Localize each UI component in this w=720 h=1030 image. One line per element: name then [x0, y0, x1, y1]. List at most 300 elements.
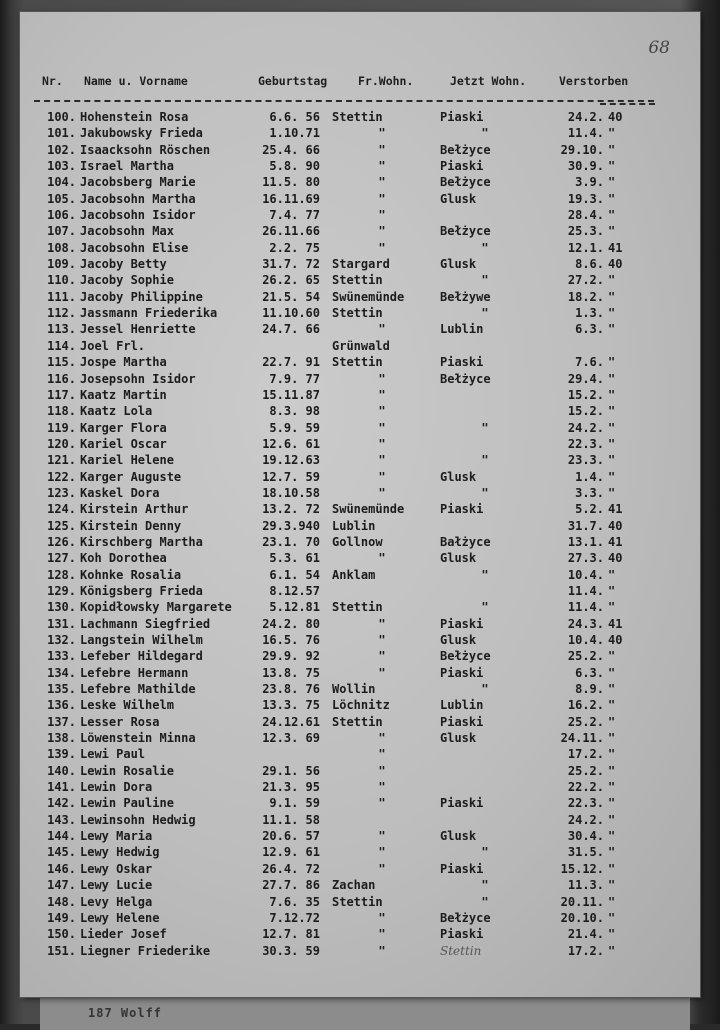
row-number: 131. — [47, 616, 76, 631]
death-year: " — [608, 420, 616, 435]
death-year: " — [608, 567, 616, 582]
person-name: Hohenstein Rosa — [80, 110, 189, 124]
header-nr: Nr. — [42, 74, 63, 88]
previous-residence: Swünemünde — [332, 502, 405, 517]
previous-residence: " — [378, 126, 386, 141]
birth-date: 12.6. 61 — [262, 436, 320, 451]
person-name: Jospe Martha — [80, 355, 167, 370]
death-year: " — [608, 927, 616, 942]
current-residence: Glusk — [440, 731, 477, 746]
table-row — [20, 633, 700, 649]
header-rule-short — [600, 103, 655, 105]
death-year: " — [608, 485, 616, 500]
person-name: Kirstein Arthur — [80, 502, 189, 517]
death-year: " — [608, 943, 616, 958]
row-number: 115. — [47, 355, 76, 370]
death-year: 41 — [608, 502, 623, 517]
current-residence: Bełżywe — [440, 289, 491, 304]
previous-residence: " — [378, 649, 386, 664]
death-year: " — [608, 682, 616, 697]
current-residence: Piaski — [440, 927, 484, 942]
birth-date: 29.3.940 — [262, 518, 320, 533]
row-number: 112. — [47, 306, 76, 321]
person-name: Jacobsohn Max — [80, 224, 174, 239]
birth-date: 7.6. 35 — [269, 894, 320, 909]
row-number: 120. — [47, 436, 76, 451]
death-date: 5.2. — [575, 502, 604, 517]
birth-date: 23.1. 70 — [262, 534, 320, 549]
death-year: " — [608, 126, 616, 141]
table-row — [20, 568, 700, 584]
header-died: Verstorben — [559, 74, 629, 88]
person-name: Kirstein Denny — [80, 518, 182, 533]
table-row — [20, 208, 700, 224]
death-year: " — [608, 273, 616, 288]
person-name: Jacoby Betty — [80, 257, 167, 272]
death-date: 31.7. — [567, 518, 604, 533]
current-residence: " — [481, 420, 489, 435]
current-residence: Glusk — [440, 633, 477, 647]
previous-residence: " — [378, 796, 386, 811]
birth-date: 12.7. 59 — [262, 469, 320, 484]
death-year: " — [608, 829, 616, 844]
table-row — [20, 731, 700, 747]
birth-date: 13.8. 75 — [262, 665, 320, 680]
birth-date: 5.8. 90 — [269, 159, 320, 174]
current-residence: " — [481, 240, 489, 255]
death-year: " — [608, 714, 616, 729]
previous-residence: " — [378, 485, 386, 500]
person-name: Josepsohn Isidor — [80, 371, 196, 386]
current-residence: Piaski — [440, 110, 484, 124]
row-number: 117. — [47, 387, 76, 402]
table-row — [20, 927, 700, 943]
table-row — [20, 175, 700, 191]
table-row — [20, 764, 700, 780]
death-year: " — [608, 796, 616, 811]
previous-residence: " — [378, 453, 386, 468]
birth-date: 12.7. 81 — [262, 927, 320, 942]
person-name: Langstein Wilhelm — [80, 633, 203, 647]
previous-residence: " — [378, 780, 386, 795]
person-name: Lefeber Hildegard — [80, 649, 203, 664]
death-date: 11.4. — [567, 583, 604, 598]
death-date: 28.4. — [567, 208, 604, 223]
current-residence: Piaski — [440, 861, 484, 876]
birth-date: 9.1. 59 — [269, 796, 320, 811]
previous-residence: Lublin — [332, 518, 376, 533]
death-date: 15.2. — [567, 404, 604, 419]
death-date: 7.6. — [575, 355, 604, 370]
birth-date: 13.2. 72 — [262, 502, 320, 517]
person-name: Jacobsohn Elise — [80, 240, 189, 255]
person-name: Lewy Hedwig — [80, 845, 160, 860]
birth-date: 19.12.63 — [262, 453, 320, 468]
table-row — [20, 257, 700, 273]
previous-residence: Grünwald — [332, 338, 390, 353]
previous-residence: " — [378, 224, 386, 239]
previous-residence: Stargard — [332, 257, 390, 272]
row-number: 146. — [47, 861, 76, 876]
death-year: " — [608, 763, 616, 778]
death-date: 15.12. — [560, 861, 604, 876]
current-residence: Bełżyce — [440, 649, 491, 664]
row-number: 126. — [47, 534, 76, 549]
death-year: " — [608, 910, 616, 925]
table-header — [42, 74, 682, 92]
table-row — [20, 486, 700, 502]
death-year: " — [608, 894, 616, 909]
previous-residence: " — [378, 159, 386, 174]
table-row — [20, 126, 700, 142]
current-residence: Lublin — [440, 698, 484, 713]
death-year: " — [608, 453, 616, 468]
table-row — [20, 372, 700, 388]
table-row — [20, 715, 700, 731]
person-name: Lewy Helene — [80, 910, 160, 925]
death-date: 11.4. — [567, 600, 604, 615]
death-date: 17.2. — [567, 943, 604, 958]
birth-date: 24.12.61 — [262, 714, 320, 729]
death-date: 8.9. — [575, 682, 604, 697]
death-date: 20.11. — [560, 894, 604, 909]
person-name: Kariel Helene — [80, 453, 174, 468]
birth-date: 2.2. 75 — [269, 240, 320, 255]
row-number: 136. — [47, 698, 76, 713]
current-residence: " — [481, 306, 489, 321]
row-number: 113. — [47, 322, 76, 337]
previous-residence: Anklam — [332, 567, 376, 582]
death-date: 24.2. — [567, 812, 604, 827]
table-row — [20, 845, 700, 861]
death-year: " — [608, 845, 616, 860]
person-name: Kaatz Lola — [80, 404, 153, 419]
previous-residence: Stettin — [332, 110, 383, 124]
row-number: 141. — [47, 780, 76, 795]
death-date: 20.10. — [560, 910, 604, 925]
person-name: Jacobsohn Isidor — [80, 208, 196, 223]
previous-residence: " — [378, 191, 386, 206]
current-residence: Bełżyce — [440, 142, 491, 157]
previous-residence: " — [378, 927, 386, 942]
death-date: 1.3. — [575, 306, 604, 321]
person-name: Jacobsberg Marie — [80, 175, 196, 190]
current-residence: Bełżyce — [440, 175, 491, 190]
birth-date: 27.7. 86 — [262, 878, 320, 893]
previous-residence: " — [378, 142, 386, 157]
table-row — [20, 290, 700, 306]
death-year: " — [608, 878, 616, 893]
table-row — [20, 649, 700, 665]
row-number: 138. — [47, 731, 76, 746]
row-number: 110. — [47, 273, 76, 288]
person-name: Lewin Pauline — [80, 796, 174, 811]
death-year: " — [608, 224, 616, 239]
current-residence: Glusk — [440, 829, 477, 844]
current-residence: " — [481, 453, 489, 468]
death-date: 3.9. — [575, 175, 604, 190]
death-year: " — [608, 306, 616, 321]
person-name: Lewy Lucie — [80, 878, 153, 893]
birth-date: 21.3. 95 — [262, 780, 320, 795]
previous-residence: Wollin — [332, 682, 376, 697]
birth-date: 21.5. 54 — [262, 289, 320, 304]
death-date: 11.4. — [567, 126, 604, 141]
person-name: Lewi Paul — [80, 747, 146, 762]
death-year: " — [608, 142, 616, 157]
underlying-page-text: 187 Wolff — [88, 1006, 163, 1020]
birth-date: 16.11.69 — [262, 191, 320, 206]
person-name: Leske Wilhelm — [80, 698, 174, 713]
death-year: " — [608, 649, 616, 664]
table-row — [20, 600, 700, 616]
row-number: 134. — [47, 665, 76, 680]
table-row — [20, 666, 700, 682]
table-row — [20, 322, 700, 338]
table-row — [20, 682, 700, 698]
birth-date: 1.10.71 — [269, 126, 320, 141]
person-name: Israel Martha — [80, 159, 174, 174]
table-row — [20, 192, 700, 208]
table-row — [20, 551, 700, 567]
previous-residence: " — [378, 322, 386, 337]
current-residence: " — [481, 273, 489, 288]
person-name: Kirschberg Martha — [80, 534, 203, 549]
row-number: 128. — [47, 567, 76, 582]
table-row — [20, 829, 700, 845]
row-number: 118. — [47, 404, 76, 419]
birth-date: 29.9. 92 — [262, 649, 320, 664]
page-number: 68 — [648, 38, 670, 58]
current-residence: " — [481, 126, 489, 141]
death-year: " — [608, 812, 616, 827]
person-name: Karger Auguste — [80, 469, 182, 484]
current-residence: Bełżyce — [440, 910, 491, 925]
row-number: 151. — [47, 943, 76, 958]
person-name: Lewinsohn Hedwig — [80, 812, 196, 827]
previous-residence: " — [378, 175, 386, 190]
document-page — [20, 12, 700, 997]
birth-date: 5.3. 61 — [269, 551, 320, 566]
person-name: Kohnke Rosalia — [80, 567, 182, 582]
previous-residence: " — [378, 387, 386, 402]
current-residence: " — [481, 567, 489, 582]
row-number: 127. — [47, 551, 76, 566]
person-name: Isaacksohn Röschen — [80, 142, 211, 157]
person-name: Jakubowsky Frieda — [80, 126, 203, 141]
death-date: 19.3. — [567, 191, 604, 206]
death-date: 24.2. — [567, 110, 604, 124]
current-residence: Piaski — [440, 665, 484, 680]
death-date: 25.3. — [567, 224, 604, 239]
table-row — [20, 306, 700, 322]
person-name: Kopidłowsky Margarete — [80, 600, 232, 615]
birth-date: 26.4. 72 — [262, 861, 320, 876]
death-year: " — [608, 387, 616, 402]
death-date: 23.3. — [567, 453, 604, 468]
row-number: 148. — [47, 894, 76, 909]
birth-date: 12.9. 61 — [262, 845, 320, 860]
current-residence: Bełżyce — [440, 224, 491, 239]
row-number: 123. — [47, 485, 76, 500]
birth-date: 16.5. 76 — [262, 633, 320, 647]
table-row — [20, 388, 700, 404]
person-name: Joel Frl. — [80, 338, 146, 353]
current-residence: " — [481, 845, 489, 860]
person-name: Löwenstein Minna — [80, 731, 196, 746]
current-residence: Stettin — [440, 943, 482, 958]
current-residence: " — [481, 600, 489, 615]
person-name: Kaskel Dora — [80, 485, 160, 500]
row-number: 103. — [47, 159, 76, 174]
table-row — [20, 502, 700, 518]
birth-date: 7.4. 77 — [269, 208, 320, 223]
table-row — [20, 143, 700, 159]
death-year: 40 — [608, 518, 623, 533]
death-date: 1.4. — [575, 469, 604, 484]
birth-date: 5.9. 59 — [269, 420, 320, 435]
death-year: " — [608, 747, 616, 762]
current-residence: " — [481, 894, 489, 909]
death-year: 41 — [608, 534, 623, 549]
table-row — [20, 813, 700, 829]
previous-residence: " — [378, 861, 386, 876]
death-year: " — [608, 289, 616, 304]
row-number: 129. — [47, 583, 76, 598]
row-number: 102. — [47, 142, 76, 157]
current-residence: Piaski — [440, 159, 484, 174]
person-name: Kariel Oscar — [80, 436, 167, 451]
table-row — [20, 862, 700, 878]
death-date: 11.3. — [567, 878, 604, 893]
current-residence: Bełżyce — [440, 371, 491, 386]
death-year: 40 — [608, 633, 623, 647]
previous-residence: " — [378, 208, 386, 223]
current-residence: Piaski — [440, 714, 484, 729]
row-number: 104. — [47, 175, 76, 190]
row-number: 142. — [47, 796, 76, 811]
person-name: Jacoby Philippine — [80, 289, 203, 304]
death-year: " — [608, 371, 616, 386]
row-number: 116. — [47, 371, 76, 386]
death-date: 31.5. — [567, 845, 604, 860]
death-year: 41 — [608, 616, 623, 631]
person-name: Lewy Maria — [80, 829, 153, 844]
death-date: 24.2. — [567, 420, 604, 435]
death-date: 22.3. — [567, 796, 604, 811]
row-number: 149. — [47, 910, 76, 925]
current-residence: Piaski — [440, 796, 484, 811]
current-residence: Lublin — [440, 322, 484, 337]
death-year: " — [608, 698, 616, 713]
person-name: Lachmann Siegfried — [80, 616, 211, 631]
previous-residence: " — [378, 633, 386, 647]
birth-date: 5.12.81 — [269, 600, 320, 615]
current-residence: Glusk — [440, 257, 477, 272]
header-name: Name u. Vorname — [84, 74, 188, 88]
death-year: " — [608, 159, 616, 174]
death-date: 25.2. — [567, 763, 604, 778]
birth-date: 11.1. 58 — [262, 812, 320, 827]
table-row — [20, 796, 700, 812]
current-residence: " — [481, 682, 489, 697]
row-number: 125. — [47, 518, 76, 533]
death-year: " — [608, 583, 616, 598]
death-date: 10.4. — [567, 567, 604, 582]
death-date: 15.2. — [567, 387, 604, 402]
current-residence: " — [481, 878, 489, 893]
death-year: " — [608, 600, 616, 615]
person-name: Lewin Rosalie — [80, 763, 174, 778]
birth-date: 8.12.57 — [269, 583, 320, 598]
previous-residence: " — [378, 616, 386, 631]
person-name: Jessel Henriette — [80, 322, 196, 337]
birth-date: 26.2. 65 — [262, 273, 320, 288]
death-date: 25.2. — [567, 649, 604, 664]
person-name: Lefebre Mathilde — [80, 682, 196, 697]
header-current-residence: Jetzt Wohn. — [450, 74, 527, 88]
previous-residence: " — [378, 910, 386, 925]
birth-date: 25.4. 66 — [262, 142, 320, 157]
previous-residence: " — [378, 763, 386, 778]
birth-date: 31.7. 72 — [262, 257, 320, 272]
birth-date: 6.6. 56 — [269, 110, 320, 124]
previous-residence: " — [378, 420, 386, 435]
current-residence: Glusk — [440, 551, 477, 566]
table-row — [20, 273, 700, 289]
row-number: 147. — [47, 878, 76, 893]
table-row — [20, 519, 700, 535]
table-row — [20, 453, 700, 469]
death-year: " — [608, 469, 616, 484]
death-year: " — [608, 731, 616, 746]
row-number: 137. — [47, 714, 76, 729]
current-residence: Piaski — [440, 502, 484, 517]
death-date: 29.4. — [567, 371, 604, 386]
previous-residence: " — [378, 845, 386, 860]
row-number: 107. — [47, 224, 76, 239]
previous-residence: " — [378, 551, 386, 566]
birth-date: 24.2. 80 — [262, 616, 320, 631]
row-number: 130. — [47, 600, 76, 615]
row-number: 144. — [47, 829, 76, 844]
previous-residence: Stettin — [332, 355, 383, 370]
current-residence: Bałżyce — [440, 534, 491, 549]
row-number: 105. — [47, 191, 76, 206]
table-row — [20, 944, 700, 960]
person-name: Jacoby Sophie — [80, 273, 174, 288]
birth-date: 18.10.58 — [262, 485, 320, 500]
death-date: 6.3. — [575, 665, 604, 680]
death-year: " — [608, 355, 616, 370]
person-name: Koh Dorothea — [80, 551, 167, 566]
death-year: " — [608, 780, 616, 795]
row-number: 108. — [47, 240, 76, 255]
current-residence: " — [481, 485, 489, 500]
birth-date: 13.3. 75 — [262, 698, 320, 713]
register-table — [20, 110, 700, 960]
death-date: 27.3. — [567, 551, 604, 566]
previous-residence: Stettin — [332, 894, 383, 909]
person-name: Lewin Dora — [80, 780, 153, 795]
table-row — [20, 159, 700, 175]
previous-residence: Stettin — [332, 600, 383, 615]
row-number: 150. — [47, 927, 76, 942]
table-row — [20, 421, 700, 437]
row-number: 132. — [47, 633, 76, 647]
person-name: Levy Helga — [80, 894, 153, 909]
previous-residence: " — [378, 404, 386, 419]
